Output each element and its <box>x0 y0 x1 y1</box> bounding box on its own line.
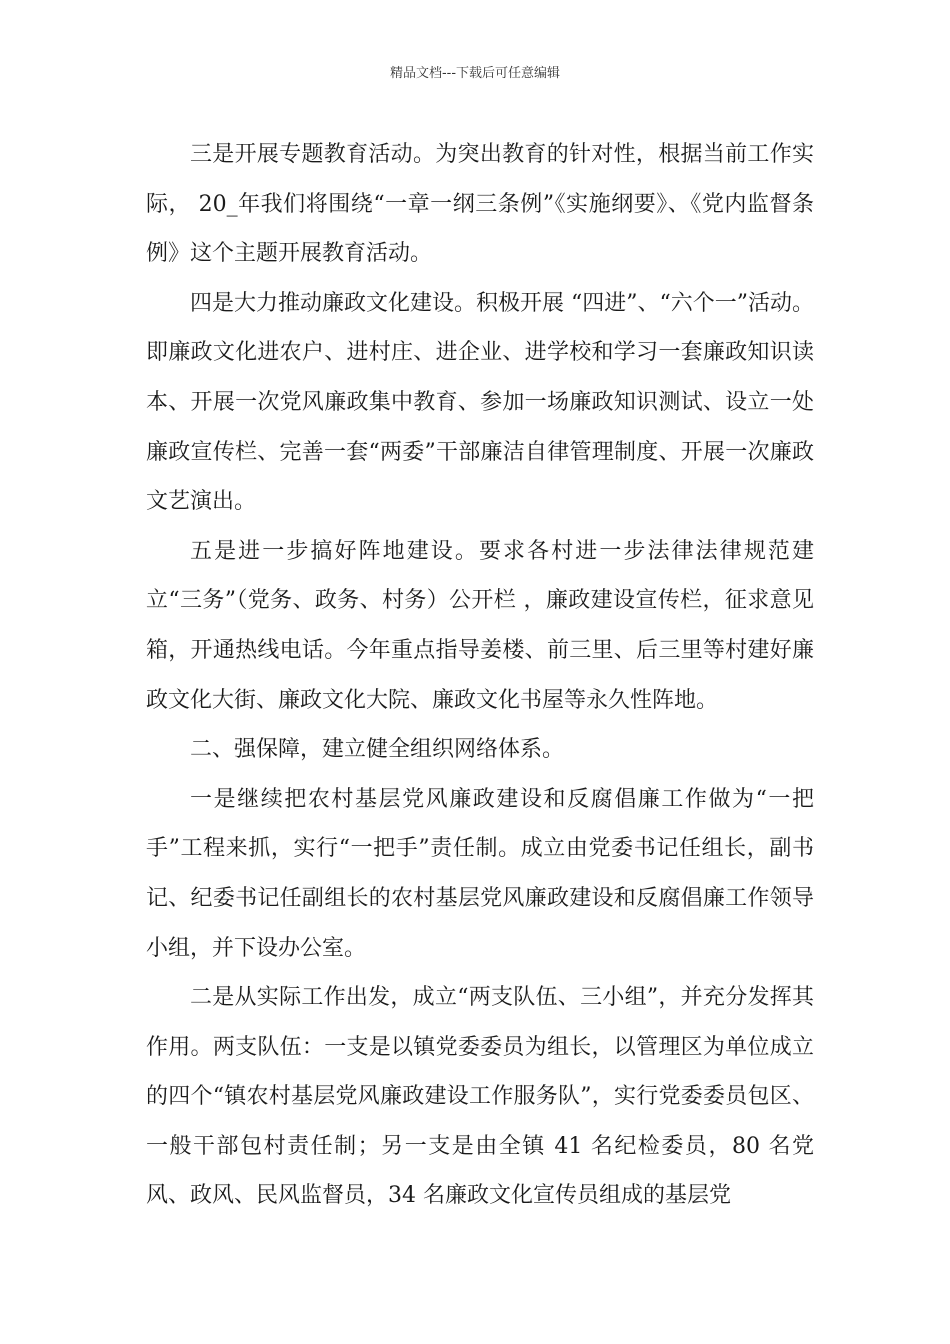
page-header: 精品文档---下载后可任意编辑 <box>389 66 561 81</box>
paragraph-4: 一是继续把农村基层党风廉政建设和反腐倡廉工作做为“一把手”工程来抓，实行“一把手”责任制。成立由党委书记任组长，副书记、纪委书记任副组长的农村基层党风廉政建设和反腐倡廉工作领导小组，并下设办公室。 <box>146 786 814 961</box>
paragraph-3: 五是进一步搞好阵地建设。要求各村进一步法律法律规范建立“三务”（党务、政务、村务）公开栏 ，廉政建设宣传栏，征求意见箱，开通热线电话。今年重点指导姜楼、前三里、后三里等村建好廉政文化大街、廉政文化大院、廉政文化书屋等永久性阵地。 <box>146 538 814 713</box>
paragraph-5: 二是从实际工作出发，成立“两支队伍、三小组”，并充分发挥其作用。两支队伍：一支是以镇党委委员为组长，以管理区为单位成立的四个“镇农村基层党风廉政建设工作服务队”，实行党委委员包区、一般干部包村责任制；另一支是由全镇 41 名纪检委员，80 名党风、政风、民风监督员，34 名廉政文化宣传员组成的基层党 <box>146 985 814 1209</box>
section-heading: 二、强保障，建立健全组织网络体系。 <box>190 737 565 763</box>
paragraph-1: 三是开展专题教育活动。为突出教育的针对性，根据当前工作实际， 20_年我们将围绕“一章一纲三条例”《实施纲要》、《党内监督条例》这个主题开展教育活动。 <box>146 142 814 267</box>
paragraph-2: 四是大力推动廉政文化建设。积极开展 “四进”、“六个一”活动。即廉政文化进农户、进村庄、进企业、进学校和学习一套廉政知识读本、开展一次党风廉政集中教育、参加一场廉政知识测试、设立一处廉政宣传栏、完善一套“两委”干部廉洁自律管理制度、开展一次廉政文艺演出。 <box>146 290 814 515</box>
document-body <box>146 130 814 1221</box>
